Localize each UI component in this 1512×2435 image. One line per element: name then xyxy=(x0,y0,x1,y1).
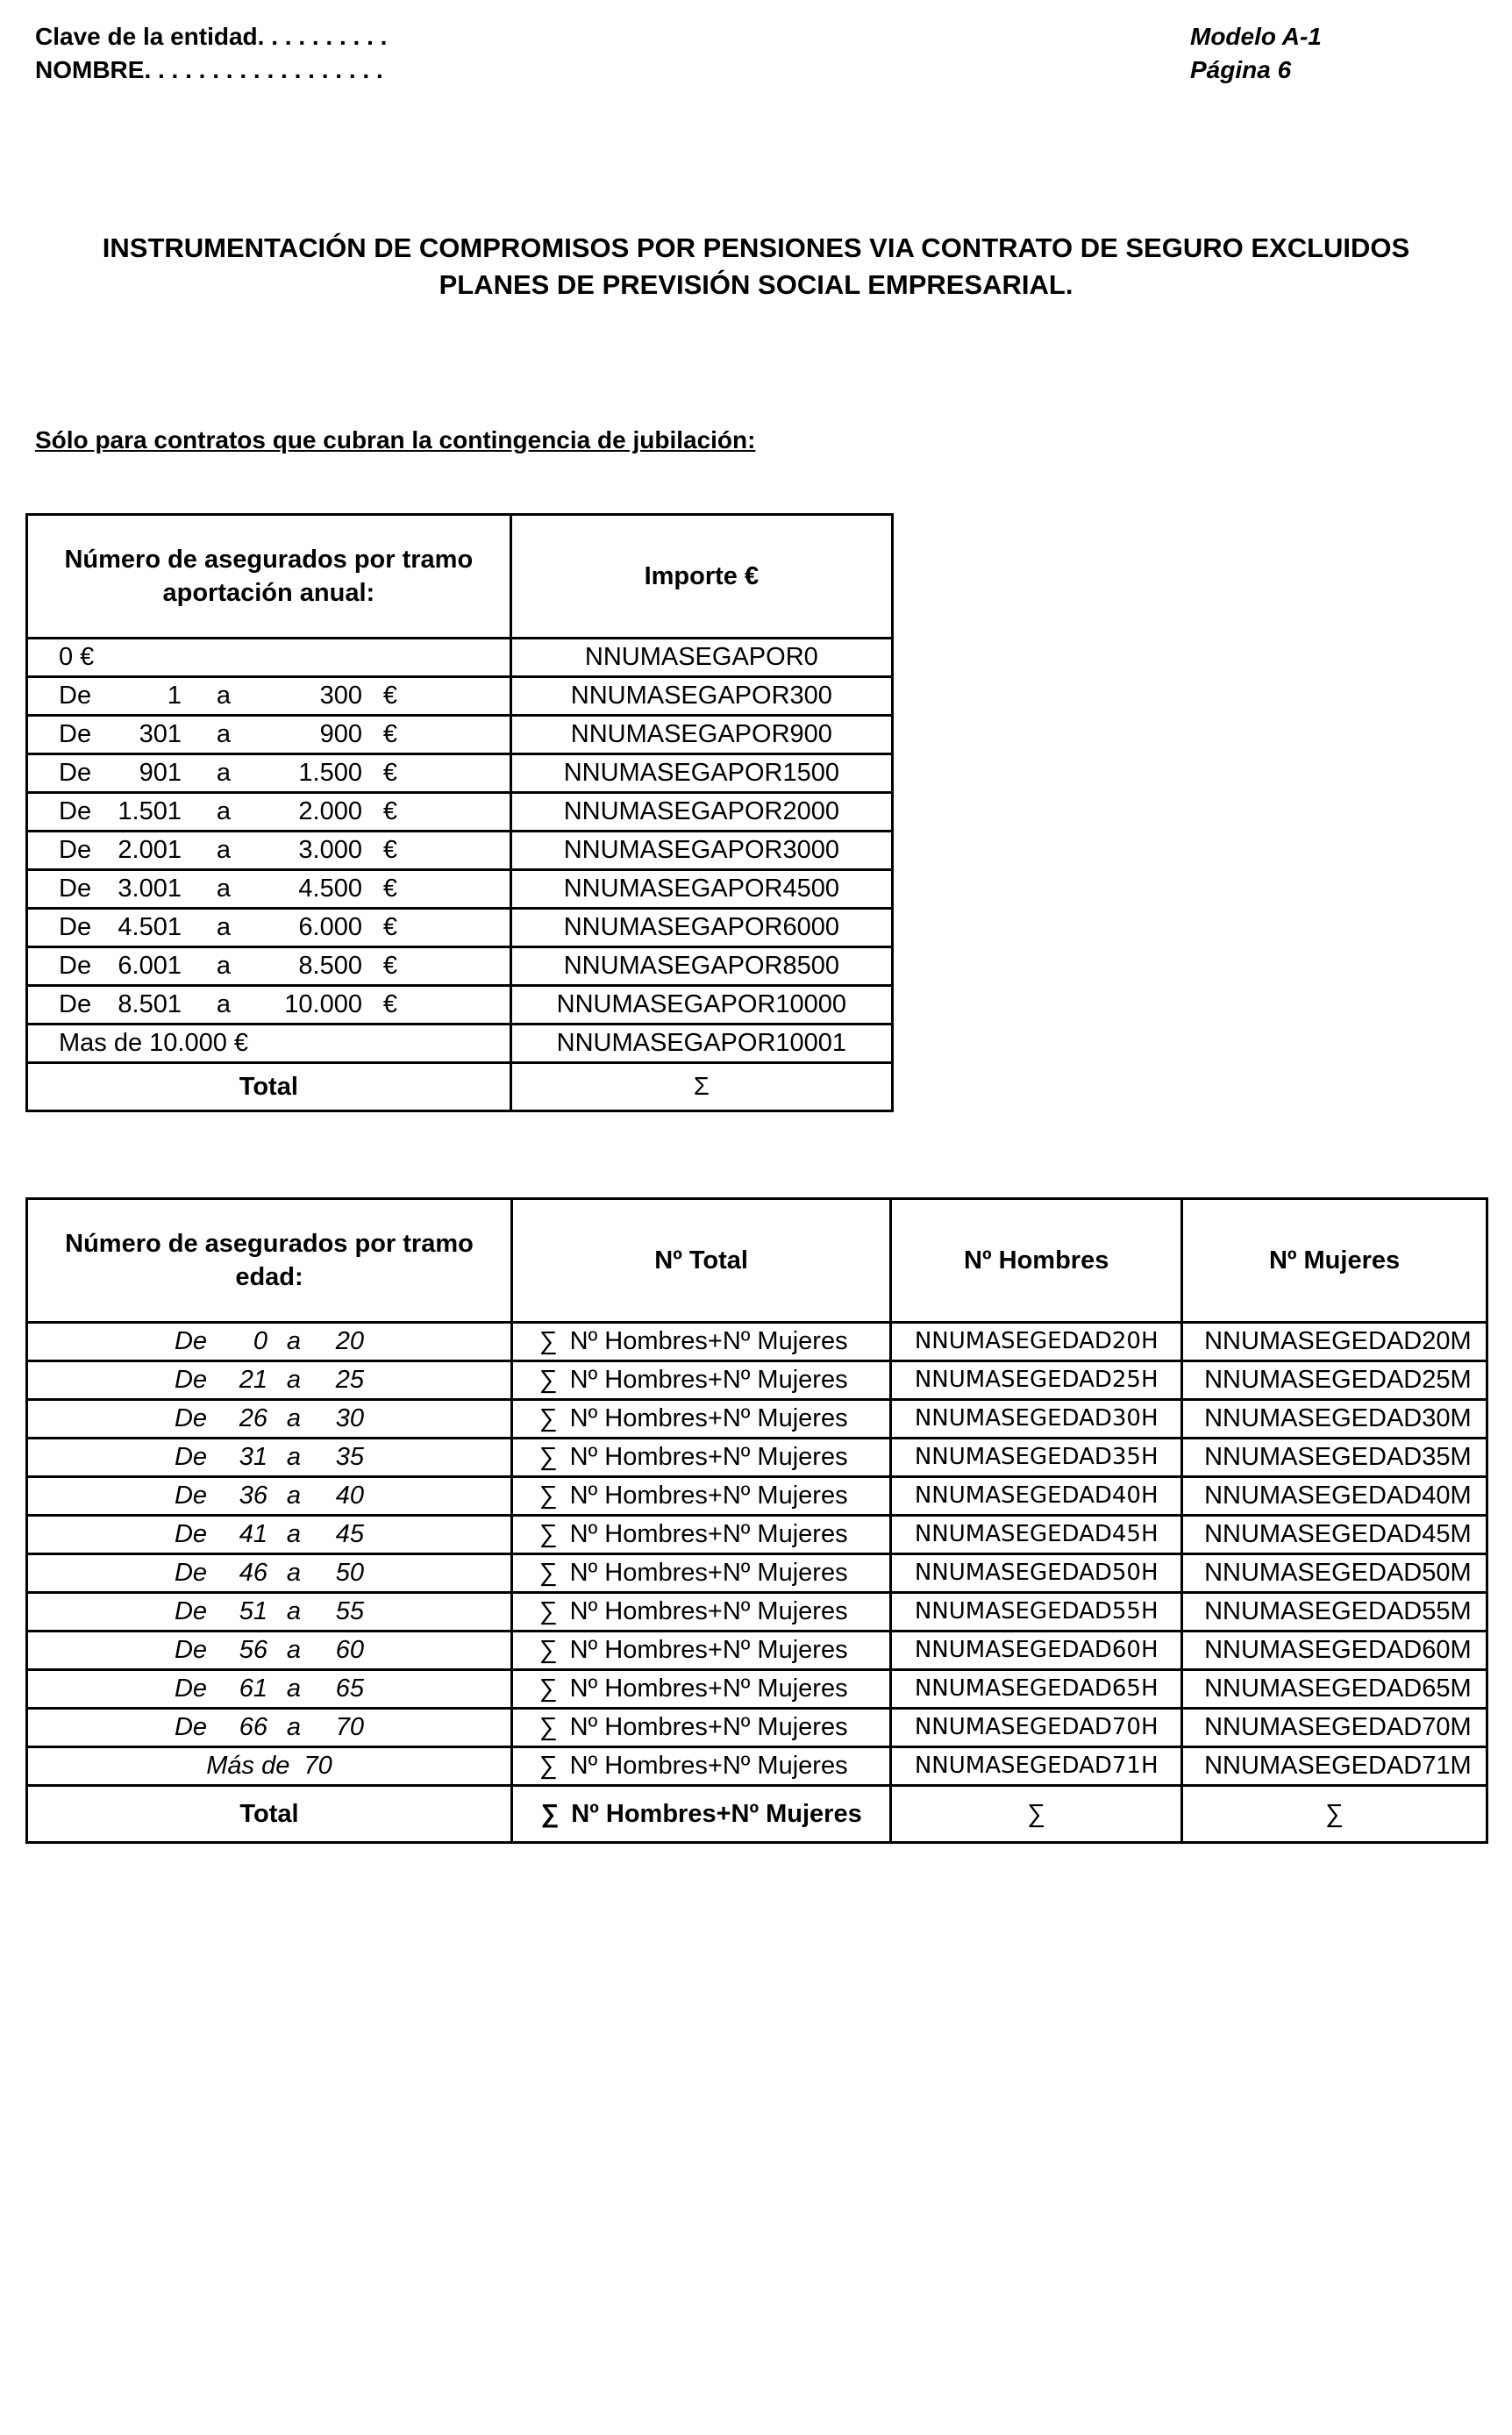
range-de: De xyxy=(59,913,92,941)
range-text xyxy=(59,717,397,753)
range-to: 3.000 xyxy=(298,836,362,864)
table-row xyxy=(27,1323,1487,1361)
range-to: 1.500 xyxy=(298,759,362,787)
entity-name-label: NOMBRE. . . . . . . . . . . . . . . . . . xyxy=(35,56,383,83)
table-row xyxy=(27,677,893,716)
range-to: 8.500 xyxy=(298,952,362,980)
table-row xyxy=(27,986,893,1025)
age-de: De xyxy=(174,1404,208,1432)
sum-text: Nº Hombres+Nº Mujeres xyxy=(569,1636,848,1664)
total-row xyxy=(27,1063,893,1111)
age-de: De xyxy=(174,1327,208,1355)
page-number: Página 6 xyxy=(1190,56,1292,83)
total-label: Total xyxy=(27,1786,512,1843)
age-bracket xyxy=(27,1439,512,1477)
men-value: NNUMASEGEDAD70H xyxy=(891,1709,1182,1747)
bracket-range xyxy=(27,716,511,754)
range-text xyxy=(59,871,397,907)
range-to: 2.000 xyxy=(298,797,362,825)
total-formula xyxy=(511,1323,890,1361)
total-row xyxy=(27,1786,1487,1843)
range-to: 10.000 xyxy=(284,990,362,1018)
bracket-value: NNUMASEGAPOR300 xyxy=(510,677,892,716)
total-value: Σ xyxy=(510,1063,892,1111)
age-to: 60 xyxy=(335,1636,364,1664)
sum-text: Nº Hombres+Nº Mujeres xyxy=(569,1597,848,1625)
age-range-text xyxy=(175,1636,364,1664)
range-from: 2.001 xyxy=(118,836,182,864)
range-euro: € xyxy=(382,875,397,903)
contribution-table xyxy=(25,513,894,1112)
total-formula xyxy=(511,1361,890,1400)
bracket-label: Mas de 10.000 € xyxy=(27,1025,511,1063)
women-value: NNUMASEGEDAD30M xyxy=(1182,1400,1487,1439)
sum-text: Nº Hombres+Nº Mujeres xyxy=(569,1520,848,1548)
men-value: NNUMASEGEDAD35H xyxy=(891,1439,1182,1477)
table-header-row xyxy=(27,1199,1487,1323)
women-value: NNUMASEGEDAD65M xyxy=(1182,1670,1487,1709)
header-men: Nº Hombres xyxy=(891,1199,1182,1323)
range-euro: € xyxy=(382,952,397,980)
age-to: 25 xyxy=(335,1366,364,1394)
table-row xyxy=(27,754,893,793)
table-row xyxy=(27,1709,1487,1747)
header-age-bracket: Número de asegurados por tramo edad: xyxy=(27,1199,512,1323)
age-a: a xyxy=(286,1559,302,1587)
age-from: 66 xyxy=(239,1713,267,1741)
sum-symbol: ∑ xyxy=(538,1404,558,1432)
age-de: De xyxy=(174,1559,208,1587)
sum-text: Nº Hombres+Nº Mujeres xyxy=(571,1799,862,1828)
men-value: NNUMASEGEDAD50H xyxy=(891,1554,1182,1593)
range-a: a xyxy=(216,797,232,825)
age-to: 20 xyxy=(335,1327,364,1355)
bracket-value: NNUMASEGAPOR900 xyxy=(510,716,892,754)
header-total: Nº Total xyxy=(511,1199,890,1323)
age-range-text xyxy=(175,1404,364,1432)
age-from: 31 xyxy=(239,1443,267,1471)
sum-symbol: ∑ xyxy=(538,1327,558,1355)
age-a: a xyxy=(286,1404,302,1432)
total-formula xyxy=(511,1477,890,1516)
range-from: 6.001 xyxy=(118,952,182,980)
women-value: NNUMASEGEDAD55M xyxy=(1182,1593,1487,1632)
bracket-range xyxy=(27,947,511,986)
age-bracket xyxy=(27,1709,512,1747)
header-amount: Importe € xyxy=(510,515,892,639)
women-value: NNUMASEGEDAD50M xyxy=(1182,1554,1487,1593)
range-a: a xyxy=(216,759,232,787)
range-from: 1 xyxy=(167,682,182,710)
range-de: De xyxy=(59,836,92,864)
sum-symbol: ∑ xyxy=(538,1520,558,1548)
age-range-text xyxy=(175,1366,364,1394)
age-to: 35 xyxy=(335,1443,364,1471)
range-euro: € xyxy=(382,759,397,787)
age-de: De xyxy=(174,1597,208,1625)
document-title xyxy=(35,230,1477,303)
men-value: NNUMASEGEDAD45H xyxy=(891,1516,1182,1554)
header-women: Nº Mujeres xyxy=(1182,1199,1487,1323)
range-euro: € xyxy=(382,682,397,710)
age-from: 46 xyxy=(239,1559,267,1587)
range-from: 3.001 xyxy=(118,875,182,903)
range-from: 901 xyxy=(139,759,182,787)
range-a: a xyxy=(216,952,232,980)
bracket-value: NNUMASEGAPOR2000 xyxy=(510,793,892,832)
total-formula xyxy=(511,1516,890,1554)
range-de: De xyxy=(59,759,92,787)
table-row xyxy=(27,1400,1487,1439)
range-a: a xyxy=(216,720,232,748)
table-row xyxy=(27,716,893,754)
age-range-text xyxy=(175,1443,364,1471)
age-from: 0 xyxy=(253,1327,267,1355)
men-value: NNUMASEGEDAD65H xyxy=(891,1670,1182,1709)
sum-text: Nº Hombres+Nº Mujeres xyxy=(569,1482,848,1510)
age-to: 45 xyxy=(335,1520,364,1548)
age-a: a xyxy=(286,1713,302,1741)
women-value: NNUMASEGEDAD45M xyxy=(1182,1516,1487,1554)
range-from: 301 xyxy=(139,720,182,748)
range-text xyxy=(59,678,397,714)
sum-symbol: ∑ xyxy=(538,1559,558,1587)
sum-text: Nº Hombres+Nº Mujeres xyxy=(569,1713,848,1741)
age-a: a xyxy=(286,1636,302,1664)
age-de: De xyxy=(174,1366,208,1394)
women-value: NNUMASEGEDAD60M xyxy=(1182,1632,1487,1670)
entity-key-label: Clave de la entidad. . . . . . . . . . xyxy=(35,23,388,50)
bracket-value: NNUMASEGAPOR10000 xyxy=(510,986,892,1025)
age-from: 56 xyxy=(239,1636,267,1664)
age-bracket xyxy=(27,1516,512,1554)
men-value: NNUMASEGEDAD20H xyxy=(891,1323,1182,1361)
age-a: a xyxy=(286,1366,302,1394)
age-a: a xyxy=(286,1675,302,1703)
range-a: a xyxy=(216,836,232,864)
age-range-text xyxy=(175,1520,364,1548)
age-from: 61 xyxy=(239,1675,267,1703)
bracket-value: NNUMASEGAPOR1500 xyxy=(510,754,892,793)
bracket-range xyxy=(27,754,511,793)
sum-symbol: ∑ xyxy=(538,1597,558,1625)
men-total: ∑ xyxy=(891,1786,1182,1843)
range-to: 6.000 xyxy=(298,913,362,941)
age-a: a xyxy=(286,1597,302,1625)
table-row xyxy=(27,1554,1487,1593)
table-row xyxy=(27,832,893,870)
age-to: 40 xyxy=(335,1482,364,1510)
age-from: 26 xyxy=(239,1404,267,1432)
sum-symbol: ∑ xyxy=(538,1713,558,1741)
women-total: ∑ xyxy=(1182,1786,1487,1843)
bracket-label: 0 € xyxy=(27,639,511,677)
age-from: 41 xyxy=(239,1520,267,1548)
age-to: 70 xyxy=(335,1713,364,1741)
sum-symbol: ∑ xyxy=(538,1752,558,1780)
age-de: De xyxy=(174,1482,208,1510)
men-value: NNUMASEGEDAD55H xyxy=(891,1593,1182,1632)
age-a: a xyxy=(286,1520,302,1548)
men-value: NNUMASEGEDAD30H xyxy=(891,1400,1182,1439)
age-to: 50 xyxy=(335,1559,364,1587)
bracket-range xyxy=(27,793,511,832)
bracket-range xyxy=(27,909,511,947)
table-header-row xyxy=(27,515,893,639)
age-range-text xyxy=(175,1559,364,1587)
bracket-value: NNUMASEGAPOR6000 xyxy=(510,909,892,947)
total-formula xyxy=(511,1709,890,1747)
men-value: NNUMASEGEDAD25H xyxy=(891,1361,1182,1400)
sum-symbol: ∑ xyxy=(538,1636,558,1664)
table-row xyxy=(27,793,893,832)
bracket-value: NNUMASEGAPOR8500 xyxy=(510,947,892,986)
age-range-text xyxy=(175,1482,364,1510)
table-row xyxy=(27,639,893,677)
table-row xyxy=(27,947,893,986)
total-formula xyxy=(511,1400,890,1439)
women-value: NNUMASEGEDAD70M xyxy=(1182,1709,1487,1747)
sum-symbol: ∑ xyxy=(538,1675,558,1703)
sum-text: Nº Hombres+Nº Mujeres xyxy=(569,1404,848,1432)
age-range-text xyxy=(175,1675,364,1703)
range-from: 1.501 xyxy=(118,797,182,825)
age-to: 30 xyxy=(335,1404,364,1432)
sum-text: Nº Hombres+Nº Mujeres xyxy=(569,1752,848,1780)
range-a: a xyxy=(216,913,232,941)
range-de: De xyxy=(59,990,92,1018)
bracket-range xyxy=(27,677,511,716)
bracket-value: NNUMASEGAPOR4500 xyxy=(510,870,892,909)
age-a: a xyxy=(286,1482,302,1510)
age-bracket xyxy=(27,1361,512,1400)
range-text xyxy=(59,832,397,868)
total-formula xyxy=(511,1593,890,1632)
age-from: 51 xyxy=(239,1597,267,1625)
range-euro: € xyxy=(382,990,397,1018)
range-a: a xyxy=(216,990,232,1018)
table-row xyxy=(27,870,893,909)
table-row xyxy=(27,1477,1487,1516)
age-to: 55 xyxy=(335,1597,364,1625)
table-row xyxy=(27,1593,1487,1632)
total-formula xyxy=(511,1439,890,1477)
total-formula xyxy=(511,1554,890,1593)
table-row xyxy=(27,1025,893,1063)
sum-text: Nº Hombres+Nº Mujeres xyxy=(569,1559,848,1587)
range-de: De xyxy=(59,875,92,903)
title-line-2: PLANES DE PREVISIÓN SOCIAL EMPRESARIAL. xyxy=(439,269,1073,300)
range-de: De xyxy=(59,682,92,710)
age-bracket xyxy=(27,1593,512,1632)
table-row xyxy=(27,1439,1487,1477)
table-row xyxy=(27,1670,1487,1709)
range-a: a xyxy=(216,682,232,710)
total-formula xyxy=(511,1747,890,1786)
table-row xyxy=(27,1747,1487,1786)
bracket-value: NNUMASEGAPOR3000 xyxy=(510,832,892,870)
sum-text: Nº Hombres+Nº Mujeres xyxy=(569,1675,848,1703)
age-de: De xyxy=(174,1713,208,1741)
range-from: 4.501 xyxy=(118,913,182,941)
age-de: De xyxy=(174,1675,208,1703)
age-range-text xyxy=(175,1597,364,1625)
title-line-1: INSTRUMENTACIÓN DE COMPROMISOS POR PENSIONES VIA CONTRATO DE SEGURO EXCLUIDOS xyxy=(102,232,1410,263)
range-text xyxy=(59,910,397,946)
bracket-range xyxy=(27,832,511,870)
total-formula xyxy=(511,1632,890,1670)
sum-text: Nº Hombres+Nº Mujeres xyxy=(569,1366,848,1394)
age-a: a xyxy=(286,1443,302,1471)
table-row xyxy=(27,1632,1487,1670)
age-table xyxy=(25,1197,1488,1844)
range-euro: € xyxy=(382,836,397,864)
range-to: 4.500 xyxy=(298,875,362,903)
men-value: NNUMASEGEDAD71H xyxy=(891,1747,1182,1786)
age-de: De xyxy=(174,1443,208,1471)
sum-symbol: ∑ xyxy=(538,1366,558,1394)
model-label: Modelo A-1 xyxy=(1190,23,1322,50)
total-label: Total xyxy=(27,1063,511,1111)
range-de: De xyxy=(59,952,92,980)
sum-symbol: ∑ xyxy=(538,1482,558,1510)
age-bracket xyxy=(27,1670,512,1709)
range-text xyxy=(59,794,397,830)
age-bracket-label: Más de 70 xyxy=(27,1747,512,1786)
bracket-range xyxy=(27,870,511,909)
range-to: 900 xyxy=(319,720,362,748)
age-from: 21 xyxy=(239,1366,267,1394)
range-text xyxy=(59,948,397,984)
table-row xyxy=(27,909,893,947)
bracket-value: NNUMASEGAPOR10001 xyxy=(510,1025,892,1063)
range-from: 8.501 xyxy=(118,990,182,1018)
age-bracket xyxy=(27,1477,512,1516)
age-to: 65 xyxy=(335,1675,364,1703)
total-formula xyxy=(511,1786,890,1843)
age-range-text xyxy=(175,1327,364,1355)
sum-symbol: ∑ xyxy=(538,1443,558,1471)
age-bracket xyxy=(27,1400,512,1439)
age-from: 36 xyxy=(239,1482,267,1510)
women-value: NNUMASEGEDAD35M xyxy=(1182,1439,1487,1477)
range-text xyxy=(59,755,397,791)
range-de: De xyxy=(59,720,92,748)
range-text xyxy=(59,987,397,1023)
women-value: NNUMASEGEDAD25M xyxy=(1182,1361,1487,1400)
age-bracket xyxy=(27,1554,512,1593)
age-bracket xyxy=(27,1632,512,1670)
range-de: De xyxy=(59,797,92,825)
age-de: De xyxy=(174,1520,208,1548)
women-value: NNUMASEGEDAD20M xyxy=(1182,1323,1487,1361)
header-contribution-bracket: Número de asegurados por tramo aportación anual: xyxy=(27,515,511,639)
age-de: De xyxy=(174,1636,208,1664)
total-formula xyxy=(511,1670,890,1709)
men-value: NNUMASEGEDAD60H xyxy=(891,1632,1182,1670)
range-euro: € xyxy=(382,720,397,748)
age-bracket xyxy=(27,1323,512,1361)
sum-text: Nº Hombres+Nº Mujeres xyxy=(569,1443,848,1471)
range-to: 300 xyxy=(319,682,362,710)
range-euro: € xyxy=(382,913,397,941)
bracket-range xyxy=(27,986,511,1025)
women-value: NNUMASEGEDAD40M xyxy=(1182,1477,1487,1516)
women-value: NNUMASEGEDAD71M xyxy=(1182,1747,1487,1786)
table-row xyxy=(27,1361,1487,1400)
sum-symbol: ∑ xyxy=(540,1799,560,1828)
men-value: NNUMASEGEDAD40H xyxy=(891,1477,1182,1516)
range-a: a xyxy=(216,875,232,903)
age-range-text xyxy=(175,1713,364,1741)
section-subtitle: Sólo para contratos que cubran la contingencia de jubilación: xyxy=(35,426,756,453)
table-row xyxy=(27,1516,1487,1554)
range-euro: € xyxy=(382,797,397,825)
sum-text: Nº Hombres+Nº Mujeres xyxy=(569,1327,848,1355)
bracket-value: NNUMASEGAPOR0 xyxy=(510,639,892,677)
age-a: a xyxy=(286,1327,302,1355)
